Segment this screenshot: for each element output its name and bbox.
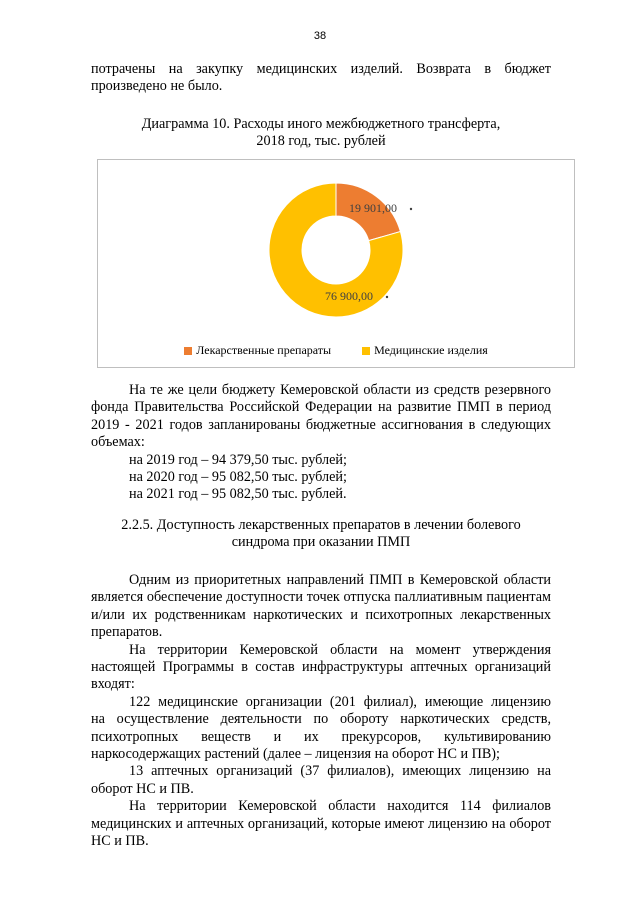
budget-item: на 2020 год – 95 082,50 тыс. рублей; (129, 469, 347, 486)
text-line: на осуществление деятельности по обороту наркотических средств, (91, 711, 551, 728)
caption-line: 2018 год, тыс. рублей (256, 133, 386, 150)
text-line: На территории Кемеровской области на момент утверждения (129, 641, 551, 658)
text-line: психотропных веществ и их прекурсоров, культивированию (91, 728, 551, 745)
legend-item-drugs (184, 343, 334, 357)
text-line: оборот НС и ПВ. (91, 780, 194, 797)
text-line: наркосодержащих растений (далее – лицензия на оборот НС и ПВ); (91, 746, 500, 763)
text-line: препаратов. (91, 624, 163, 641)
paragraph-reserve-fund (91, 382, 551, 504)
text-line: 13 аптечных организаций (37 филиалов), имеющих лицензию на (129, 763, 551, 780)
text-line: медицинских и аптечных организаций, которые имеют лицензию на оборот (91, 815, 551, 832)
data-label-devices: 76 900,00 (325, 289, 373, 303)
caption-line: Диаграмма 10. Расходы иного межбюджетного трансферта, (141, 116, 501, 132)
data-label-drugs-marker (410, 208, 412, 210)
text-line: настоящей Программы в состав инфраструктуры аптечных организаций (91, 659, 551, 676)
data-label-devices-marker (386, 296, 388, 298)
legend-label-drugs: Лекарственные препараты (196, 343, 332, 357)
legend-label-devices: Медицинские изделия (374, 343, 488, 357)
text-line: На территории Кемеровской области находится 114 филиалов (129, 798, 551, 815)
text-line: объемах: (91, 434, 145, 451)
text-line: потрачены на закупку медицинских изделий. Возврата в бюджет (91, 61, 551, 77)
heading-line: синдрома при оказании ПМП (231, 534, 411, 551)
budget-item: на 2019 год – 94 379,50 тыс. рублей; (129, 451, 347, 468)
section-heading (91, 517, 551, 552)
text-line: фонда Правительства Российской Федерации на развитие ПМП в период (91, 399, 551, 416)
budget-item: на 2021 год – 95 082,50 тыс. рублей. (129, 486, 347, 503)
text-line: входят: (91, 676, 135, 693)
text-line: 2019 - 2021 годов запланированы бюджетные ассигнования в следующих (91, 416, 551, 433)
legend-item-devices (362, 343, 488, 357)
text-line: НС и ПВ. (91, 833, 149, 850)
legend-swatch-drugs (184, 347, 192, 355)
text-line: произведено не было. (91, 78, 223, 95)
paragraph-priority (91, 572, 551, 851)
chart-legend (97, 343, 575, 358)
text-line: является обеспечение доступности точек отпуска паллиативным пациентам (91, 589, 551, 606)
text-line: и/или их родственникам наркотических и психотропных лекарственных (91, 606, 551, 623)
text-line: Одним из приоритетных направлений ПМП в Кемеровской области (129, 572, 551, 588)
page-number: 38 (313, 30, 327, 42)
text-line: 122 медицинские организации (201 филиал), имеющие лицензию (129, 693, 551, 710)
text-line: На те же цели бюджету Кемеровской области из средств резервного (129, 382, 551, 398)
heading-line: 2.2.5. Доступность лекарственных препаратов в лечении болевого (121, 517, 521, 533)
legend-swatch-devices (362, 347, 370, 355)
data-label-drugs: 19 901,00 (349, 201, 397, 215)
